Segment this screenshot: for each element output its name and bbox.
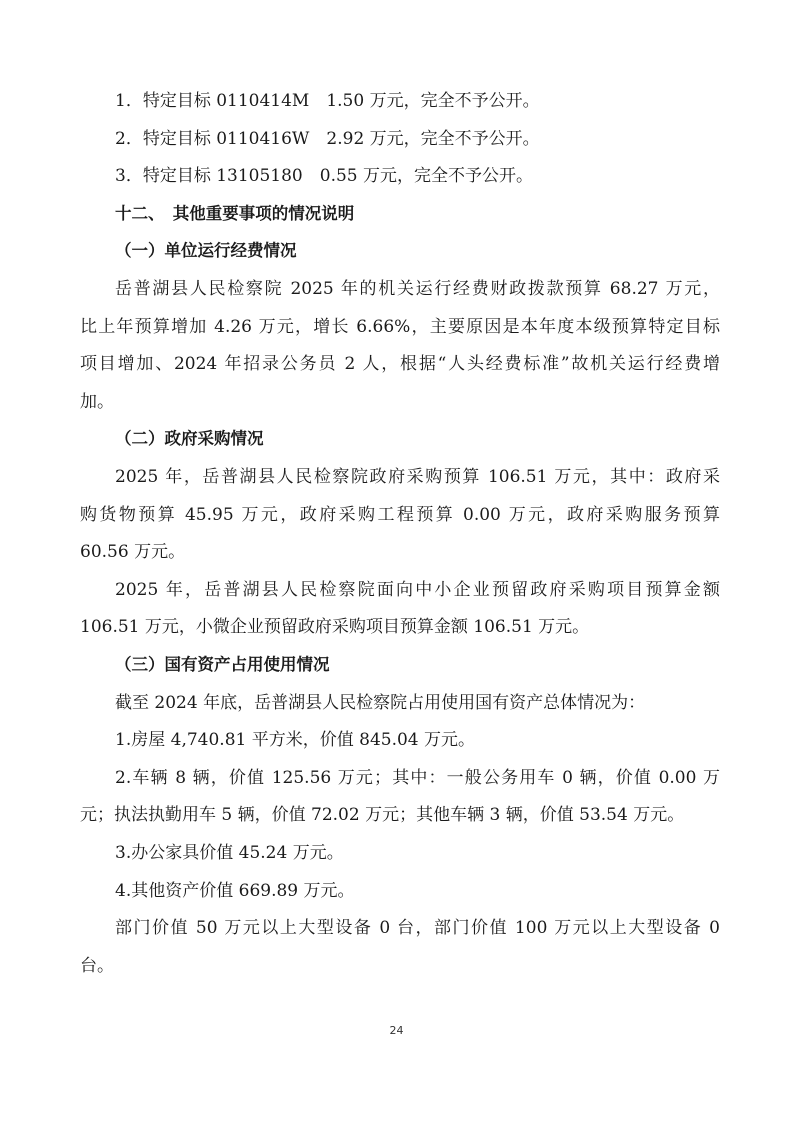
asset-item-other: 4.其他资产价值 669.89 万元。 [115,881,355,901]
subheading-procurement: （二）政府采购情况 [115,429,264,448]
paragraph-line: 购货物预算 45.95 万元，政府采购工程预算 0.00 万元，政府采购服务预算 [80,505,720,525]
asset-item-furniture: 3.办公家具价值 45.24 万元。 [115,843,344,863]
paragraph-line: 部门价值 50 万元以上大型设备 0 台，部门价值 100 万元以上大型设备 0 [115,918,720,938]
paragraph-line: 2025 年，岳普湖县人民检察院面向中小企业预留政府采购项目预算金额 [115,580,720,600]
paragraph-line: 比上年预算增加 4.26 万元，增长 6.66%，主要原因是本年度本级预算特定目标 [80,317,720,337]
paragraph-line: 台。 [80,956,114,976]
paragraph-line: 元；执法执勤用车 5 辆，价值 72.02 万元；其他车辆 3 辆，价值 53.54 万元。 [80,805,685,825]
target-item-2: 2．特定目标 0110416W 2.92 万元，完全不予公开。 [115,129,540,149]
section-heading-12: 十二、 其他重要事项的情况说明 [115,204,355,223]
target-item-1: 1．特定目标 0110414M 1.50 万元，完全不予公开。 [115,91,540,111]
page-number: 24 [389,1024,404,1037]
paragraph-line: 加。 [80,392,114,412]
paragraph-line: 截至 2024 年底，岳普湖县人民检察院占用使用国有资产总体情况为： [115,693,646,713]
target-item-3: 3．特定目标 13105180 0.55 万元，完全不予公开。 [115,166,534,186]
paragraph-line: 2025 年，岳普湖县人民检察院政府采购预算 106.51 万元，其中：政府采 [115,467,720,487]
paragraph-line: 106.51 万元，小微企业预留政府采购项目预算金额 106.51 万元。 [80,617,590,637]
asset-item-vehicles: 2.车辆 8 辆，价值 125.56 万元；其中：一般公务用车 0 辆，价值 0.00 万 [115,768,720,788]
subheading-operating-funds: （一）单位运行经费情况 [115,241,297,260]
asset-item-housing: 1.房屋 4,740.81 平方米，价值 845.04 万元。 [115,730,476,750]
paragraph-line: 60.56 万元。 [80,542,186,562]
subheading-state-assets: （三）国有资产占用使用情况 [115,655,330,674]
paragraph-line: 岳普湖县人民检察院 2025 年的机关运行经费财政拨款预算 68.27 万元， [115,279,720,299]
paragraph-line: 项目增加、2024 年招录公务员 2 人，根据“人头经费标准”故机关运行经费增 [80,354,720,374]
